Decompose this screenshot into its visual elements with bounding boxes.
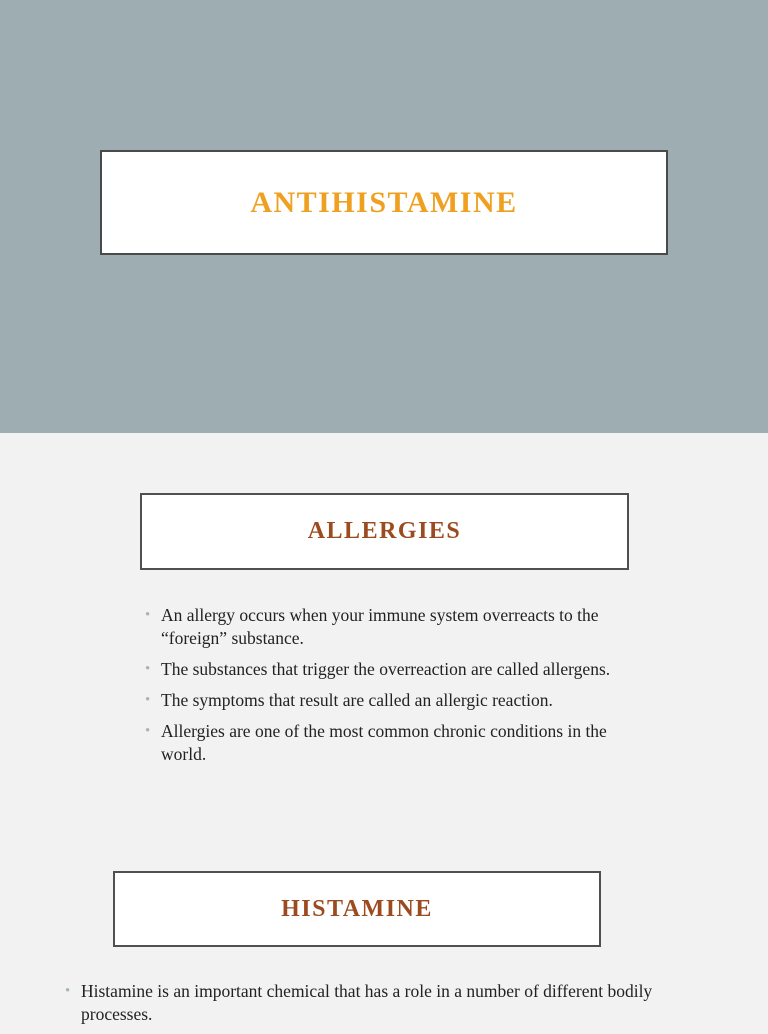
histamine-heading: HISTAMINE: [281, 895, 433, 922]
histamine-heading-box: [113, 871, 601, 947]
allergies-bullet-list: [143, 604, 633, 774]
bullet-item: • Histamine is an important chemical that has a role in a number of different bodily processes.: [63, 980, 683, 1026]
histamine-bullet-list: [63, 980, 683, 1034]
main-title: ANTIHISTAMINE: [250, 185, 518, 219]
allergies-heading: ALLERGIES: [307, 518, 462, 544]
bullet-item: • An allergy occurs when your immune system overreacts to the “foreign” substance.: [143, 604, 633, 650]
main-title-box: [100, 150, 668, 255]
bullet-item: • Allergies are one of the most common chronic conditions in the world.: [143, 720, 633, 766]
title-slide: [0, 0, 768, 433]
allergies-heading-box: [140, 493, 629, 570]
bullet-item: • The substances that trigger the overreaction are called allergens.: [143, 658, 633, 681]
bullet-item: • The symptoms that result are called an allergic reaction.: [143, 689, 633, 712]
content-slide: [0, 433, 768, 1024]
